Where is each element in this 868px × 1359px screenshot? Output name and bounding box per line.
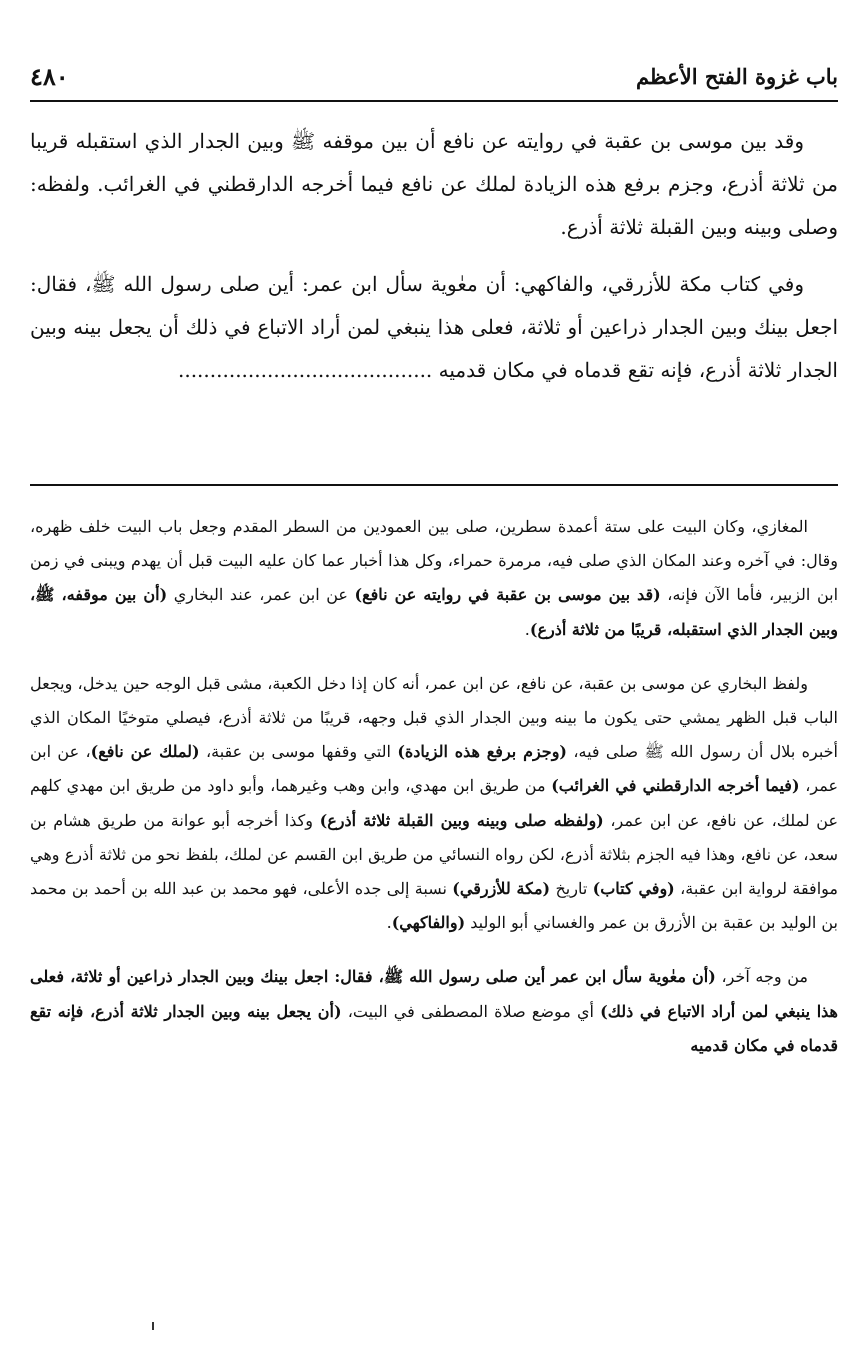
main-text-paragraph-2-text: وفي كتاب مكة للأزرقي، والفاكهي: أن معٰوية سأل ابن عمر: أين صلى رسول الله ﷺ، فقال: اجعل بينك وبين الجدار ذراعين أو ثلاثة، فعلى هذا ينبغي لمن أراد الاتباع في ذلك أن يجعل بينه وبين الجدار ثلاثة أذرع، فإنه تقع قدماه في مكان قدميه: [30, 272, 838, 382]
commentary-text-run: ولفظ البخاري عن موسى بن عقبة، عن نافع، عن ابن عمر، أنه كان إذا دخل الكعبة، مشى قبل الوجه حين يدخل، ويجعل الباب قبل الظهر يمشي حتى يكون ما بينه وبين الجدار الذي قبل وجهه، قريبًا من ثلاثة أذرع، فيصلي متوخيًا المكان الذي أخبره بلال أن رسول الله ﷺ صلى فيه،: [30, 673, 839, 762]
commentary-quoted-text: (وفي كتاب): [592, 879, 675, 899]
commentary-quoted-text: (والفاكهي): [391, 913, 466, 933]
commentary-text-run: نسبة إلى جده الأعلى، فهو محمد بن عبد الله بن أحمد بن محمد بن الوليد بن عقبة بن الأزرق بن عمر والغساني أبو الوليد: [30, 879, 838, 933]
commentary-text-run: .: [386, 913, 392, 933]
page-number: ٤٨٠: [30, 61, 69, 91]
commentary-quoted-text: (أن بين موقفه، ﷺ، وبين الجدار الذي استقبله، قريبًا من ثلاثة أذرع): [30, 585, 838, 639]
commentary-text-run: من طريق ابن مهدي، وابن وهب وغيرهما، وأبو داود من طريق ابن مهدي كلهم عن لملك، عن نافع، عن ابن عمر،: [30, 776, 839, 830]
commentary-quoted-text: (فيما أخرجه الدارقطني في الغرائب): [551, 776, 800, 796]
page-header: [30, 52, 838, 102]
commentary-quoted-text: (ولفظه صلى وبينه وبين القبلة ثلاثة أذرع): [319, 810, 604, 830]
commentary-text-run: أي موضع صلاة المصطفى في البيت،: [341, 1001, 601, 1021]
ellipsis-dots: ........................................: [177, 358, 433, 382]
commentary-quoted-text: (أن معٰوية سأل ابن عمر أين صلى رسول الله ﷺ، فقال: اجعل بينك وبين الجدار ذراعين أو ثلاثة، فعلى هذا ينبغي لمن أراد الاتباع في ذلك): [30, 967, 838, 1021]
commentary-paragraph-3: [30, 960, 838, 1063]
main-text-paragraph-2: [30, 263, 838, 392]
commentary-text: [30, 510, 838, 1083]
book-page: [30, 0, 838, 1359]
commentary-quoted-text: (أن يجعل بينه وبين الجدار ثلاثة أذرع، فإنه تقع قدماه في مكان قدميه: [30, 1001, 838, 1055]
commentary-quoted-text: (مكة للأزرقي): [452, 879, 551, 899]
running-title: باب غزوة الفتح الأعظم: [636, 63, 838, 89]
commentary-text-run: عن ابن عمر، عند البخاري: [167, 585, 355, 605]
text-separator-line: [30, 484, 838, 486]
main-text: [30, 120, 838, 406]
main-text-paragraph-1: وقد بين موسى بن عقبة في روايته عن نافع أن بين موقفه ﷺ وبين الجدار الذي استقبله قريبا من ثلاثة أذرع، وجزم برفع هذه الزيادة لملك عن نافع فيما أخرجه الدارقطني في الغرائب. ولفظه: وصلى وبينه وبين القبلة ثلاثة أذرع.: [30, 129, 838, 239]
commentary-quoted-text: (قد بين موسى بن عقبة في روايته عن نافع): [354, 585, 661, 605]
commentary-text-run: التي وقفها موسى بن عقبة،: [199, 742, 398, 762]
commentary-text-run: وكذا أخرجه أبو عوانة من طريق هشام بن سعد، عن نافع، وهذا فيه الجزم بثلاثة أذرع، لكن رواه النسائي من طريق ابن القسم عن لملك، بلفظ نحو من ثلاثة أذرع وهي موافقة لرواية ابن عقبة،: [30, 810, 838, 899]
commentary-text-run: من وجه آخر،: [715, 967, 808, 987]
commentary-paragraph-1: [30, 510, 838, 647]
commentary-text-run: تاريخ: [550, 879, 593, 899]
commentary-paragraph-2: [30, 667, 838, 941]
commentary-quoted-text: (وجزم برفع هذه الزيادة): [397, 742, 567, 762]
commentary-text-run: المغازي، وكان البيت على ستة أعمدة سطرين، صلى بين العمودين من السطر المقدم وجعل باب البيت خلف ظهره، وقال: في آخره وعند المكان الذي صلى فيه، مرمرة حمراء، وكل هذا أخبار عما كان عليه البيت قبل أن يهدم ويبنى في زمن ابن الزبير، فأما الآن فإنه،: [30, 517, 839, 605]
print-mark: [152, 1322, 154, 1330]
commentary-text-run: .: [524, 619, 530, 639]
commentary-quoted-text: (لملك عن نافع): [90, 742, 200, 762]
commentary-text-run: ، عن ابن عمر،: [30, 742, 838, 796]
